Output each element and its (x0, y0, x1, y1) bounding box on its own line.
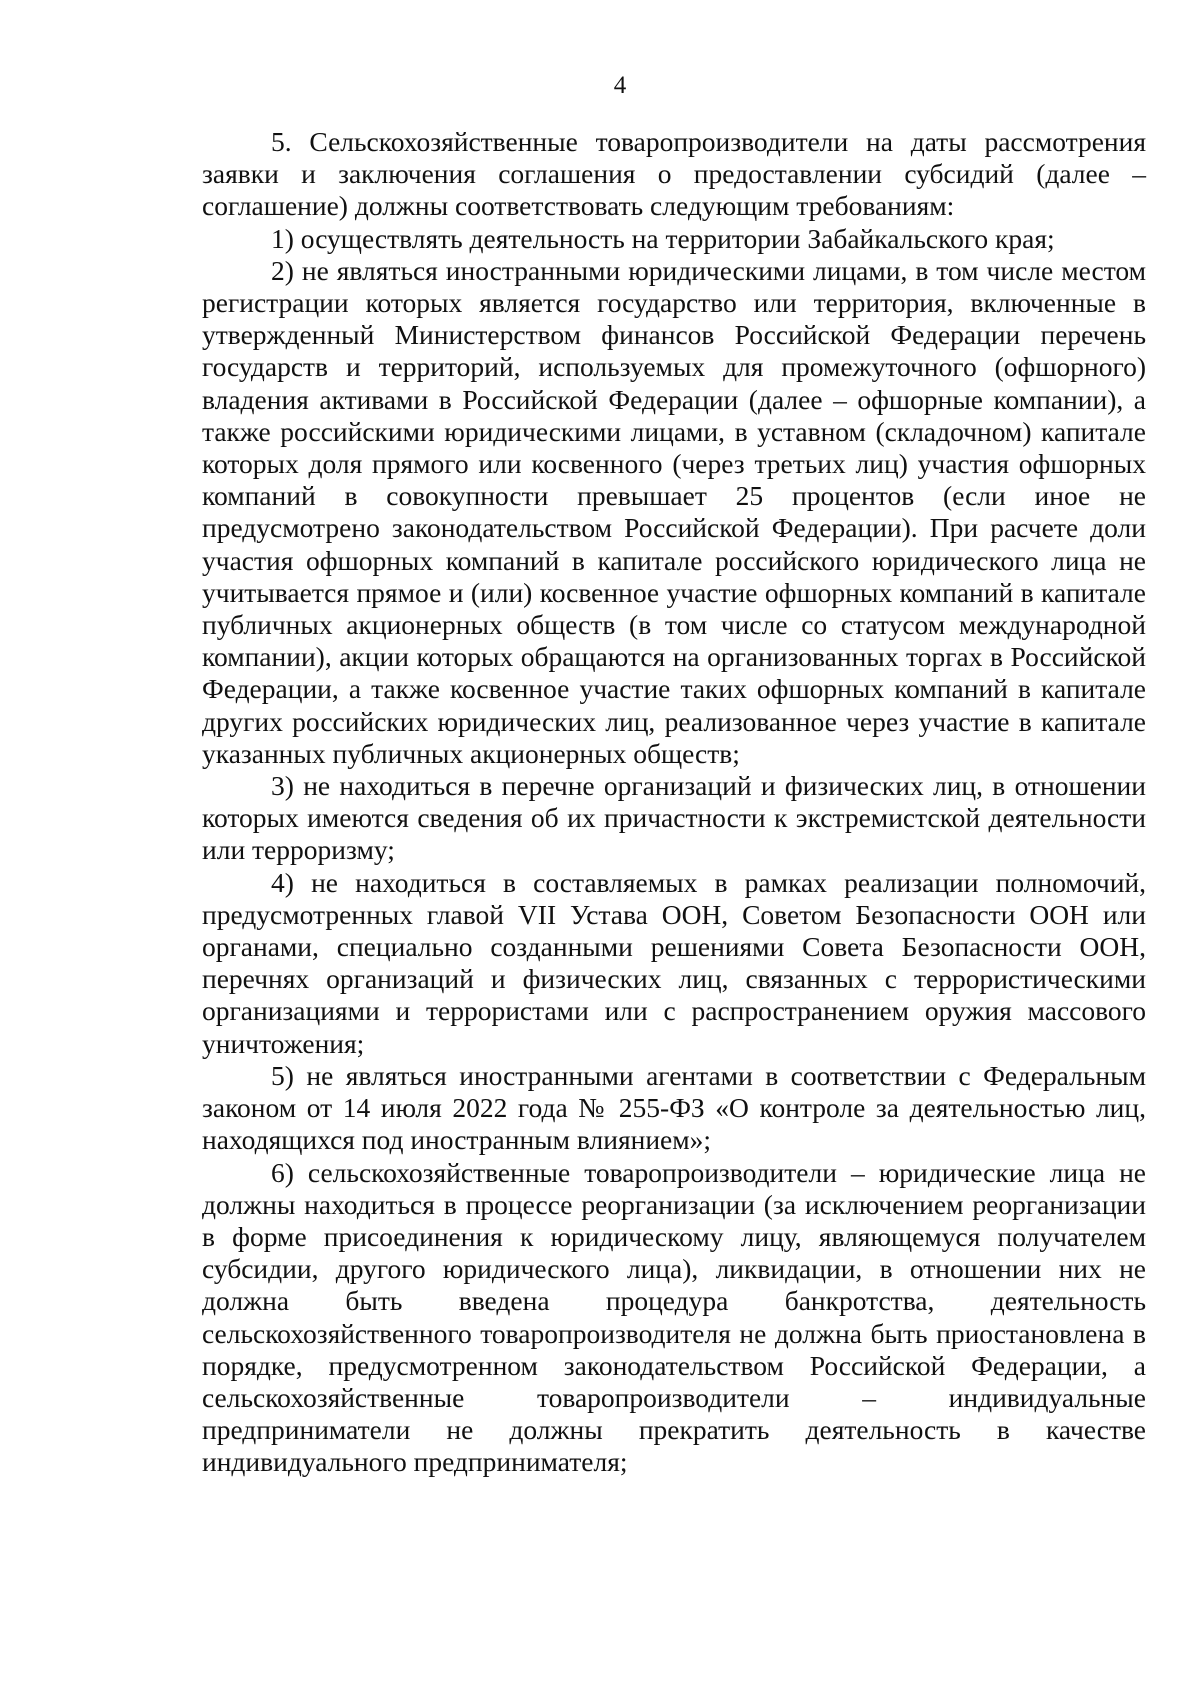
paragraph-subitem-1: 1) осуществлять деятельность на территории Забайкальского края; (271, 222, 1055, 254)
paragraph-subitem-5: 5) не являться иностранными агентами в соответствии с Федеральным законом от 14 июля 2022 года № 255-ФЗ «О контроле за деятельностью лиц, находящихся под иностранным влиянием»; (202, 1059, 1146, 1156)
paragraph-subitem-6: 6) сельскохозяйственные товаропроизводители – юридические лица не должны находиться в процессе реорганизации (за исключением реорганизации в форме присоединения к юридическому лицу, являющемуся получателем субсидии, другого юридического лица), ликвидации, в отношении них не должна быть введена процедура банкротства, деятельность сельскохозяйственного товаропроизводителя не должна быть приостановлена в порядке, предусмотренном законодательством Российской Федерации, а сельскохозяйственные товаропроизводители – индивидуальные предприниматели не должны прекратить деятельность в качестве индивидуального предпринимателя; (202, 1156, 1146, 1478)
paragraph-subitem-4: 4) не находиться в составляемых в рамках реализации полномочий, предусмотренных главой VII Устава ООН, Советом Безопасности ООН или органами, специально созданными решениями Совета Безопасности ООН, перечнях организаций и физических лиц, связанных с террористическими организациями и террористами или с распространением оружия массового уничтожения; (202, 866, 1146, 1059)
document-body (202, 126, 1146, 1479)
paragraph-subitem-2: 2) не являться иностранными юридическими лицами, в том числе местом регистрации которых является государство или территория, включенные в утвержденный Министерством финансов Российской Федерации перечень государств и территорий, используемых для промежуточного (офшорного) владения активами в Российской Федерации (далее – офшорные компании), а также российскими юридическими лицами, в уставном (складочном) капитале которых доля прямого или косвенного (через третьих лиц) участия офшорных компаний в совокупности превышает 25 процентов (если иное не предусмотрено законодательством Российской Федерации). При расчете доли участия офшорных компаний в капитале российского юридического лица не учитывается прямое и (или) косвенное участие офшорных компаний в капитале публичных акционерных обществ (в том числе со статусом международной компании), акции которых обращаются на организованных торгах в Российской Федерации, а также косвенное участие таких офшорных компаний в капитале других российских юридических лиц, реализованное через участие в капитале указанных публичных акционерных обществ; (202, 254, 1146, 769)
paragraph-item-5: 5. Сельскохозяйственные товаропроизводители на даты рассмотрения заявки и заключения соглашения о предоставлении субсидий (далее – соглашение) должны соответствовать следующим требованиям: (202, 126, 1146, 222)
paragraph-subitem-3: 3) не находиться в перечне организаций и физических лиц, в отношении которых имеются сведения об их причастности к экстремистской деятельности или терроризму; (202, 770, 1146, 866)
page-number: 4 (613, 72, 627, 99)
